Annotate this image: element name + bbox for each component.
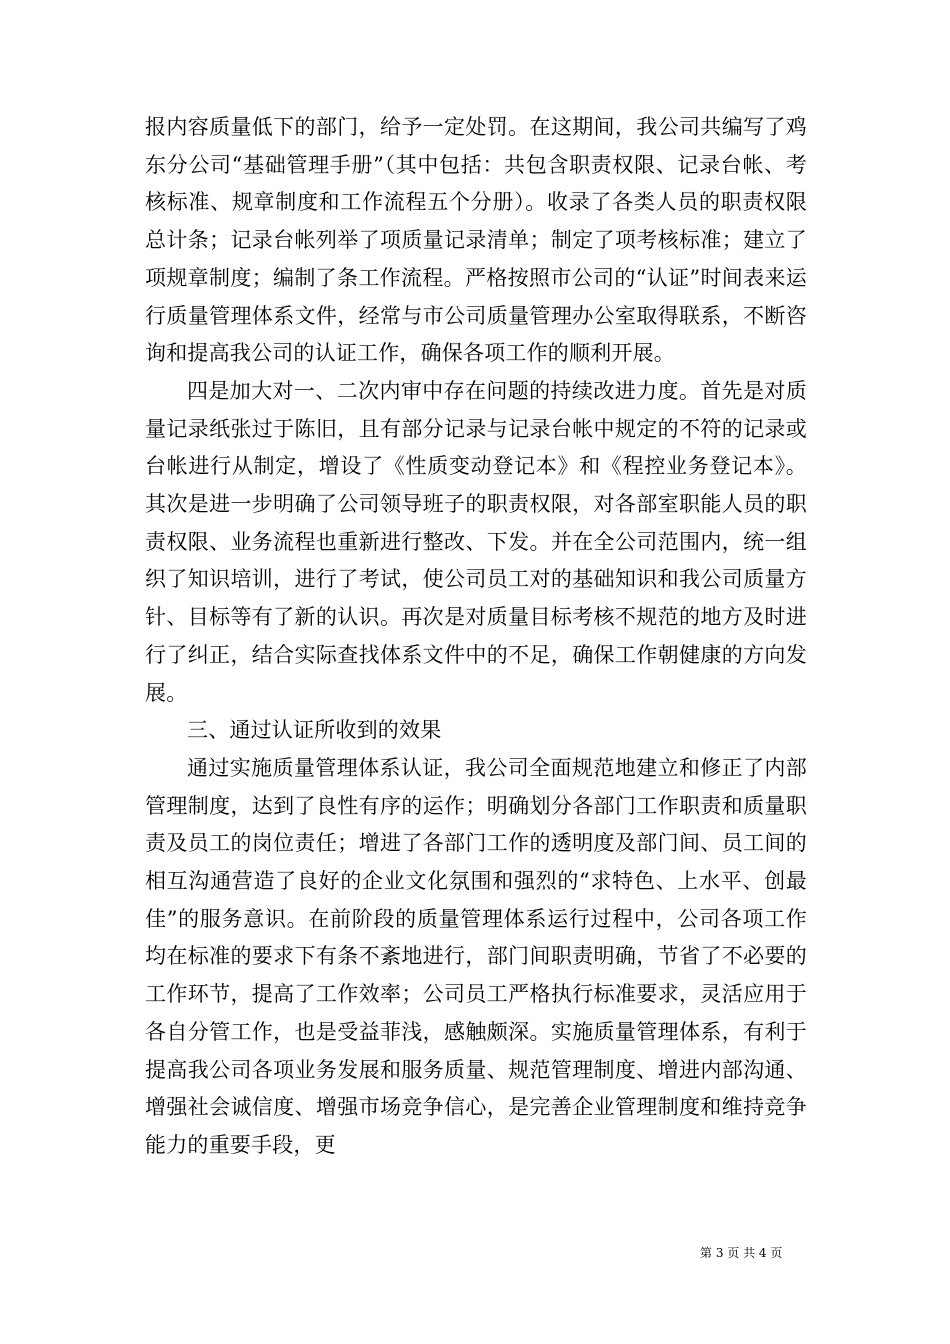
paragraph-effects: 通过实施质量管理体系认证，我公司全面规范地建立和修正了内部管理制度，达到了良性有序的运作；明确划分各部门工作职责和质量职责及员工的岗位责任；增进了各部门工作的透明度及部门间、员工间的相互沟通营造了良好的企业文化氛围和强烈的“求特色、上水平、创最佳”的服务意识。在前阶段的质量管理体系运行过程中，公司各项工作均在标准的要求下有条不紊地进行，部门间职责明确，节省了不必要的工作环节，提高了工作效率；公司员工严格执行标准要求，灵活应用于各自分管工作，也是受益菲浅，感触颇深。实施质量管理体系，有利于提高我公司各项业务发展和服务质量、规范管理制度、增进内部沟通、增强社会诚信度、增强市场竞争信心，是完善企业管理制度和维持竞争能力的重要手段，更 xyxy=(145,755,807,1157)
page-number-footer: 第 3 页 共 4 页 xyxy=(700,1246,783,1260)
section-heading-effects: 三、通过认证所收到的效果 xyxy=(187,718,442,743)
document-body xyxy=(145,109,807,1165)
paragraph-improvement: 四是加大对一、二次内审中存在问题的持续改进力度。首先是对质量记录纸张过于陈旧，且有部分记录与记录台帐中规定的不符的记录或台帐进行从制定，增设了《性质变动登记本》和《程控业务登记本》。其次是进一步明确了公司领导班子的职责权限，对各部室职能人员的职责权限、业务流程也重新进行整改、下发。并在全公司范围内，统一组织了知识培训，进行了考试，使公司员工对的基础知识和我公司质量方针、目标等有了新的认识。再次是对质量目标考核不规范的地方及时进行了纠正，结合实际查找体系文件中的不足，确保工作朝健康的方向发展。 xyxy=(145,378,807,705)
paragraph-continuation: 报内容质量低下的部门，给予一定处罚。在这期间，我公司共编写了鸡东分公司“基础管理手册”（其中包括：共包含职责权限、记录台帐、考核标准、规章制度和工作流程五个分册）。收录了各类人员的职责权限总计条；记录台帐列举了项质量记录清单；制定了项考核标准；建立了项规章制度；编制了条工作流程。严格按照市公司的“认证”时间表来运行质量管理体系文件，经常与市公司质量管理办公室取得联系，不断咨询和提高我公司的认证工作，确保各项工作的顺利开展。 xyxy=(145,115,807,366)
